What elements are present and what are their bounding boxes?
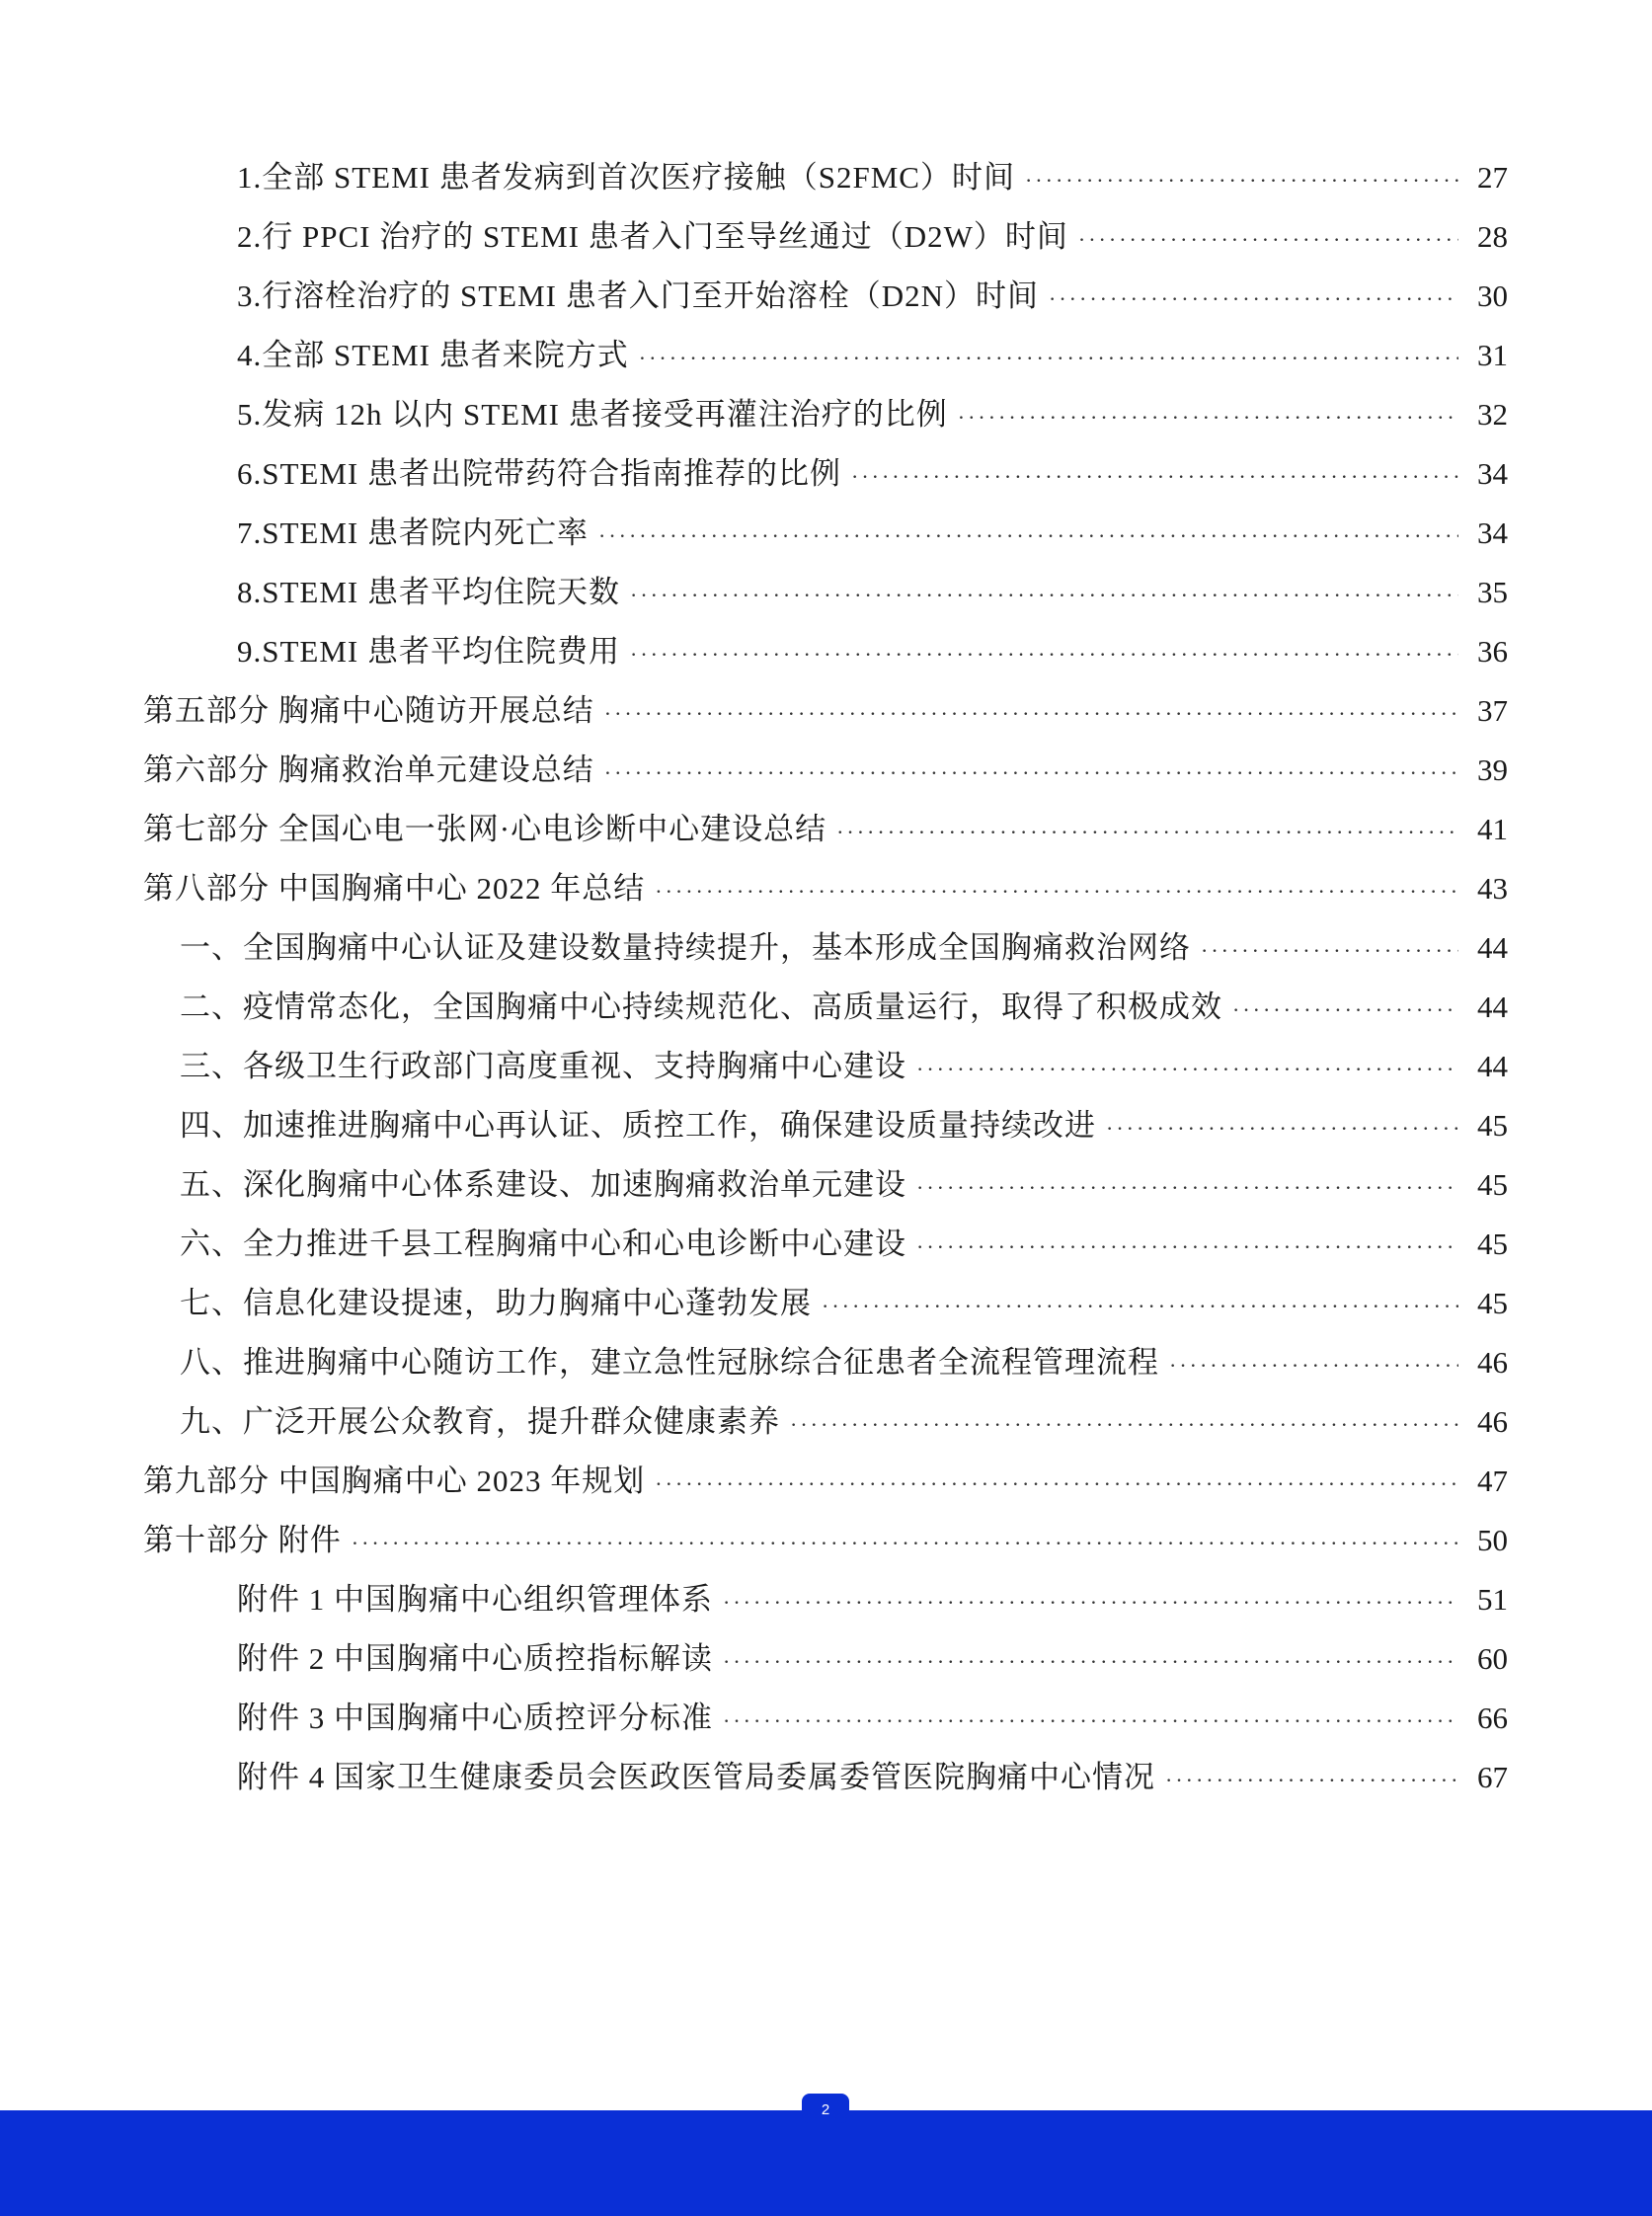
toc-section-page: 43: [1477, 871, 1508, 906]
dot-leader: [655, 862, 1458, 921]
toc-entry[interactable]: [0, 326, 1652, 385]
toc-entry-title: 八、推进胸痛中心随访工作，建立急性冠脉综合征患者全流程管理流程: [180, 1345, 1159, 1380]
toc-entry-page: 60: [1477, 1641, 1508, 1676]
dot-leader: [1078, 210, 1458, 270]
toc-entry-page: 36: [1477, 634, 1508, 669]
dot-leader: [836, 803, 1458, 862]
toc-entry-page: 67: [1477, 1760, 1508, 1794]
dot-leader: [630, 625, 1458, 684]
toc-entry[interactable]: [0, 1392, 1652, 1452]
toc-entry-page: 30: [1477, 278, 1508, 313]
toc-entry[interactable]: [0, 1155, 1652, 1215]
toc-entry-title: 5.发病 12h 以内 STEMI 患者接受再灌注治疗的比例: [237, 397, 948, 432]
toc-entry[interactable]: [0, 267, 1652, 326]
toc-entry-page: 46: [1477, 1404, 1508, 1439]
toc-entry[interactable]: [0, 978, 1652, 1037]
toc-entry-page: 44: [1477, 930, 1508, 965]
dot-leader: [723, 1573, 1458, 1632]
toc-entry-title: 9.STEMI 患者平均住院费用: [237, 634, 620, 669]
toc-entry-title: 一、全国胸痛中心认证及建设数量持续提升，基本形成全国胸痛救治网络: [180, 930, 1191, 965]
toc-entry[interactable]: [0, 1215, 1652, 1274]
toc-entry[interactable]: [0, 1629, 1652, 1689]
toc-section-page: 37: [1477, 693, 1508, 728]
toc-entry[interactable]: [0, 1570, 1652, 1629]
toc-section-title: 第六部分 胸痛救治单元建设总结: [143, 752, 594, 787]
toc-entry[interactable]: [0, 444, 1652, 504]
toc-entry[interactable]: [0, 918, 1652, 978]
toc-entry[interactable]: [0, 1333, 1652, 1392]
toc-section[interactable]: [0, 1511, 1652, 1570]
toc-entry-title: 6.STEMI 患者出院带药符合指南推荐的比例: [237, 456, 841, 491]
toc-section-page: 41: [1477, 812, 1508, 846]
toc-section-title: 第十部分 附件: [143, 1523, 342, 1557]
toc-section[interactable]: [0, 859, 1652, 918]
toc-entry-page: 31: [1477, 338, 1508, 372]
toc-entry-title: 三、各级卫生行政部门高度重视、支持胸痛中心建设: [180, 1049, 906, 1083]
toc-entry-title: 九、广泛开展公众教育，提升群众健康素养: [180, 1404, 780, 1439]
toc-entry-page: 28: [1477, 219, 1508, 254]
toc-entry-page: 66: [1477, 1701, 1508, 1735]
dot-leader: [1165, 1751, 1458, 1810]
dot-leader: [598, 507, 1458, 566]
toc-entry-page: 45: [1477, 1286, 1508, 1320]
dot-leader: [1169, 1336, 1458, 1395]
toc-section-page: 50: [1477, 1523, 1508, 1557]
toc-entry-title: 四、加速推进胸痛中心再认证、质控工作，确保建设质量持续改进: [180, 1108, 1096, 1143]
toc-entry-title: 二、疫情常态化，全国胸痛中心持续规范化、高质量运行，取得了积极成效: [180, 989, 1222, 1024]
toc-entry-page: 34: [1477, 456, 1508, 491]
toc-entry-title: 7.STEMI 患者院内死亡率: [237, 515, 589, 550]
toc-entry-page: 44: [1477, 1049, 1508, 1083]
toc-entry[interactable]: [0, 504, 1652, 563]
toc-section[interactable]: [0, 800, 1652, 859]
toc-entry-page: 34: [1477, 515, 1508, 550]
toc-entry-title: 七、信息化建设提速，助力胸痛中心蓬勃发展: [180, 1286, 812, 1320]
toc-entry[interactable]: [0, 1037, 1652, 1096]
toc-entry-page: 27: [1477, 160, 1508, 195]
dot-leader: [822, 1277, 1458, 1336]
toc-entry-page: 32: [1477, 397, 1508, 432]
toc-entry-title: 2.行 PPCI 治疗的 STEMI 患者入门至导丝通过（D2W）时间: [237, 219, 1068, 254]
toc-entry-page: 46: [1477, 1345, 1508, 1380]
toc-entry-page: 45: [1477, 1108, 1508, 1143]
dot-leader: [604, 744, 1458, 803]
dot-leader: [916, 1040, 1458, 1099]
toc-section-title: 第八部分 中国胸痛中心 2022 年总结: [143, 871, 646, 906]
footer-bar: [0, 2110, 1652, 2216]
toc-section[interactable]: [0, 1452, 1652, 1511]
toc-section-title: 第七部分 全国心电一张网·心电诊断中心建设总结: [143, 812, 827, 846]
dot-leader: [1106, 1099, 1458, 1158]
toc-entry[interactable]: [0, 1274, 1652, 1333]
toc-entry[interactable]: [0, 207, 1652, 267]
toc-entry-page: 45: [1477, 1167, 1508, 1202]
toc-entry-page: 44: [1477, 989, 1508, 1024]
toc-entry-title: 附件 4 国家卫生健康委员会医政医管局委属委管医院胸痛中心情况: [237, 1760, 1155, 1794]
dot-leader: [958, 388, 1458, 447]
toc-entry-page: 35: [1477, 575, 1508, 609]
toc-entry-title: 附件 3 中国胸痛中心质控评分标准: [237, 1701, 713, 1735]
toc-entry-title: 4.全部 STEMI 患者来院方式: [237, 338, 629, 372]
toc-entry-title: 3.行溶栓治疗的 STEMI 患者入门至开始溶栓（D2N）时间: [237, 278, 1040, 313]
dot-leader: [1025, 151, 1458, 210]
dot-leader: [723, 1632, 1458, 1692]
dot-leader: [604, 684, 1458, 744]
dot-leader: [639, 329, 1458, 388]
toc-section[interactable]: [0, 741, 1652, 800]
toc-section[interactable]: [0, 681, 1652, 741]
toc-entry-title: 8.STEMI 患者平均住院天数: [237, 575, 620, 609]
toc-entry-page: 45: [1477, 1227, 1508, 1261]
toc-section-title: 第五部分 胸痛中心随访开展总结: [143, 693, 594, 728]
dot-leader: [723, 1692, 1458, 1751]
toc-entry-title: 附件 1 中国胸痛中心组织管理体系: [237, 1582, 713, 1617]
dot-leader: [1049, 270, 1458, 329]
dot-leader: [655, 1455, 1458, 1514]
toc-entry-page: 51: [1477, 1582, 1508, 1617]
dot-leader: [352, 1514, 1458, 1573]
dot-leader: [1201, 921, 1458, 981]
toc-entry[interactable]: [0, 1096, 1652, 1155]
dot-leader: [790, 1395, 1458, 1455]
toc-section-page: 39: [1477, 752, 1508, 787]
toc-entry-title: 附件 2 中国胸痛中心质控指标解读: [237, 1641, 713, 1676]
page-number: 2: [802, 2094, 849, 2123]
toc-entry[interactable]: [0, 563, 1652, 622]
toc-entry[interactable]: [0, 622, 1652, 681]
table-of-contents: [0, 148, 1652, 1807]
toc-entry-title: 五、深化胸痛中心体系建设、加速胸痛救治单元建设: [180, 1167, 906, 1202]
toc-entry[interactable]: [0, 1689, 1652, 1748]
toc-entry[interactable]: [0, 148, 1652, 207]
dot-leader: [916, 1218, 1458, 1277]
dot-leader: [916, 1158, 1458, 1218]
dot-leader: [1232, 981, 1458, 1040]
toc-section-page: 47: [1477, 1464, 1508, 1498]
dot-leader: [630, 566, 1458, 625]
toc-entry[interactable]: [0, 1748, 1652, 1807]
dot-leader: [851, 447, 1458, 507]
toc-section-title: 第九部分 中国胸痛中心 2023 年规划: [143, 1464, 646, 1498]
toc-entry[interactable]: [0, 385, 1652, 444]
toc-entry-title: 六、全力推进千县工程胸痛中心和心电诊断中心建设: [180, 1227, 906, 1261]
toc-entry-title: 1.全部 STEMI 患者发病到首次医疗接触（S2FMC）时间: [237, 160, 1015, 195]
